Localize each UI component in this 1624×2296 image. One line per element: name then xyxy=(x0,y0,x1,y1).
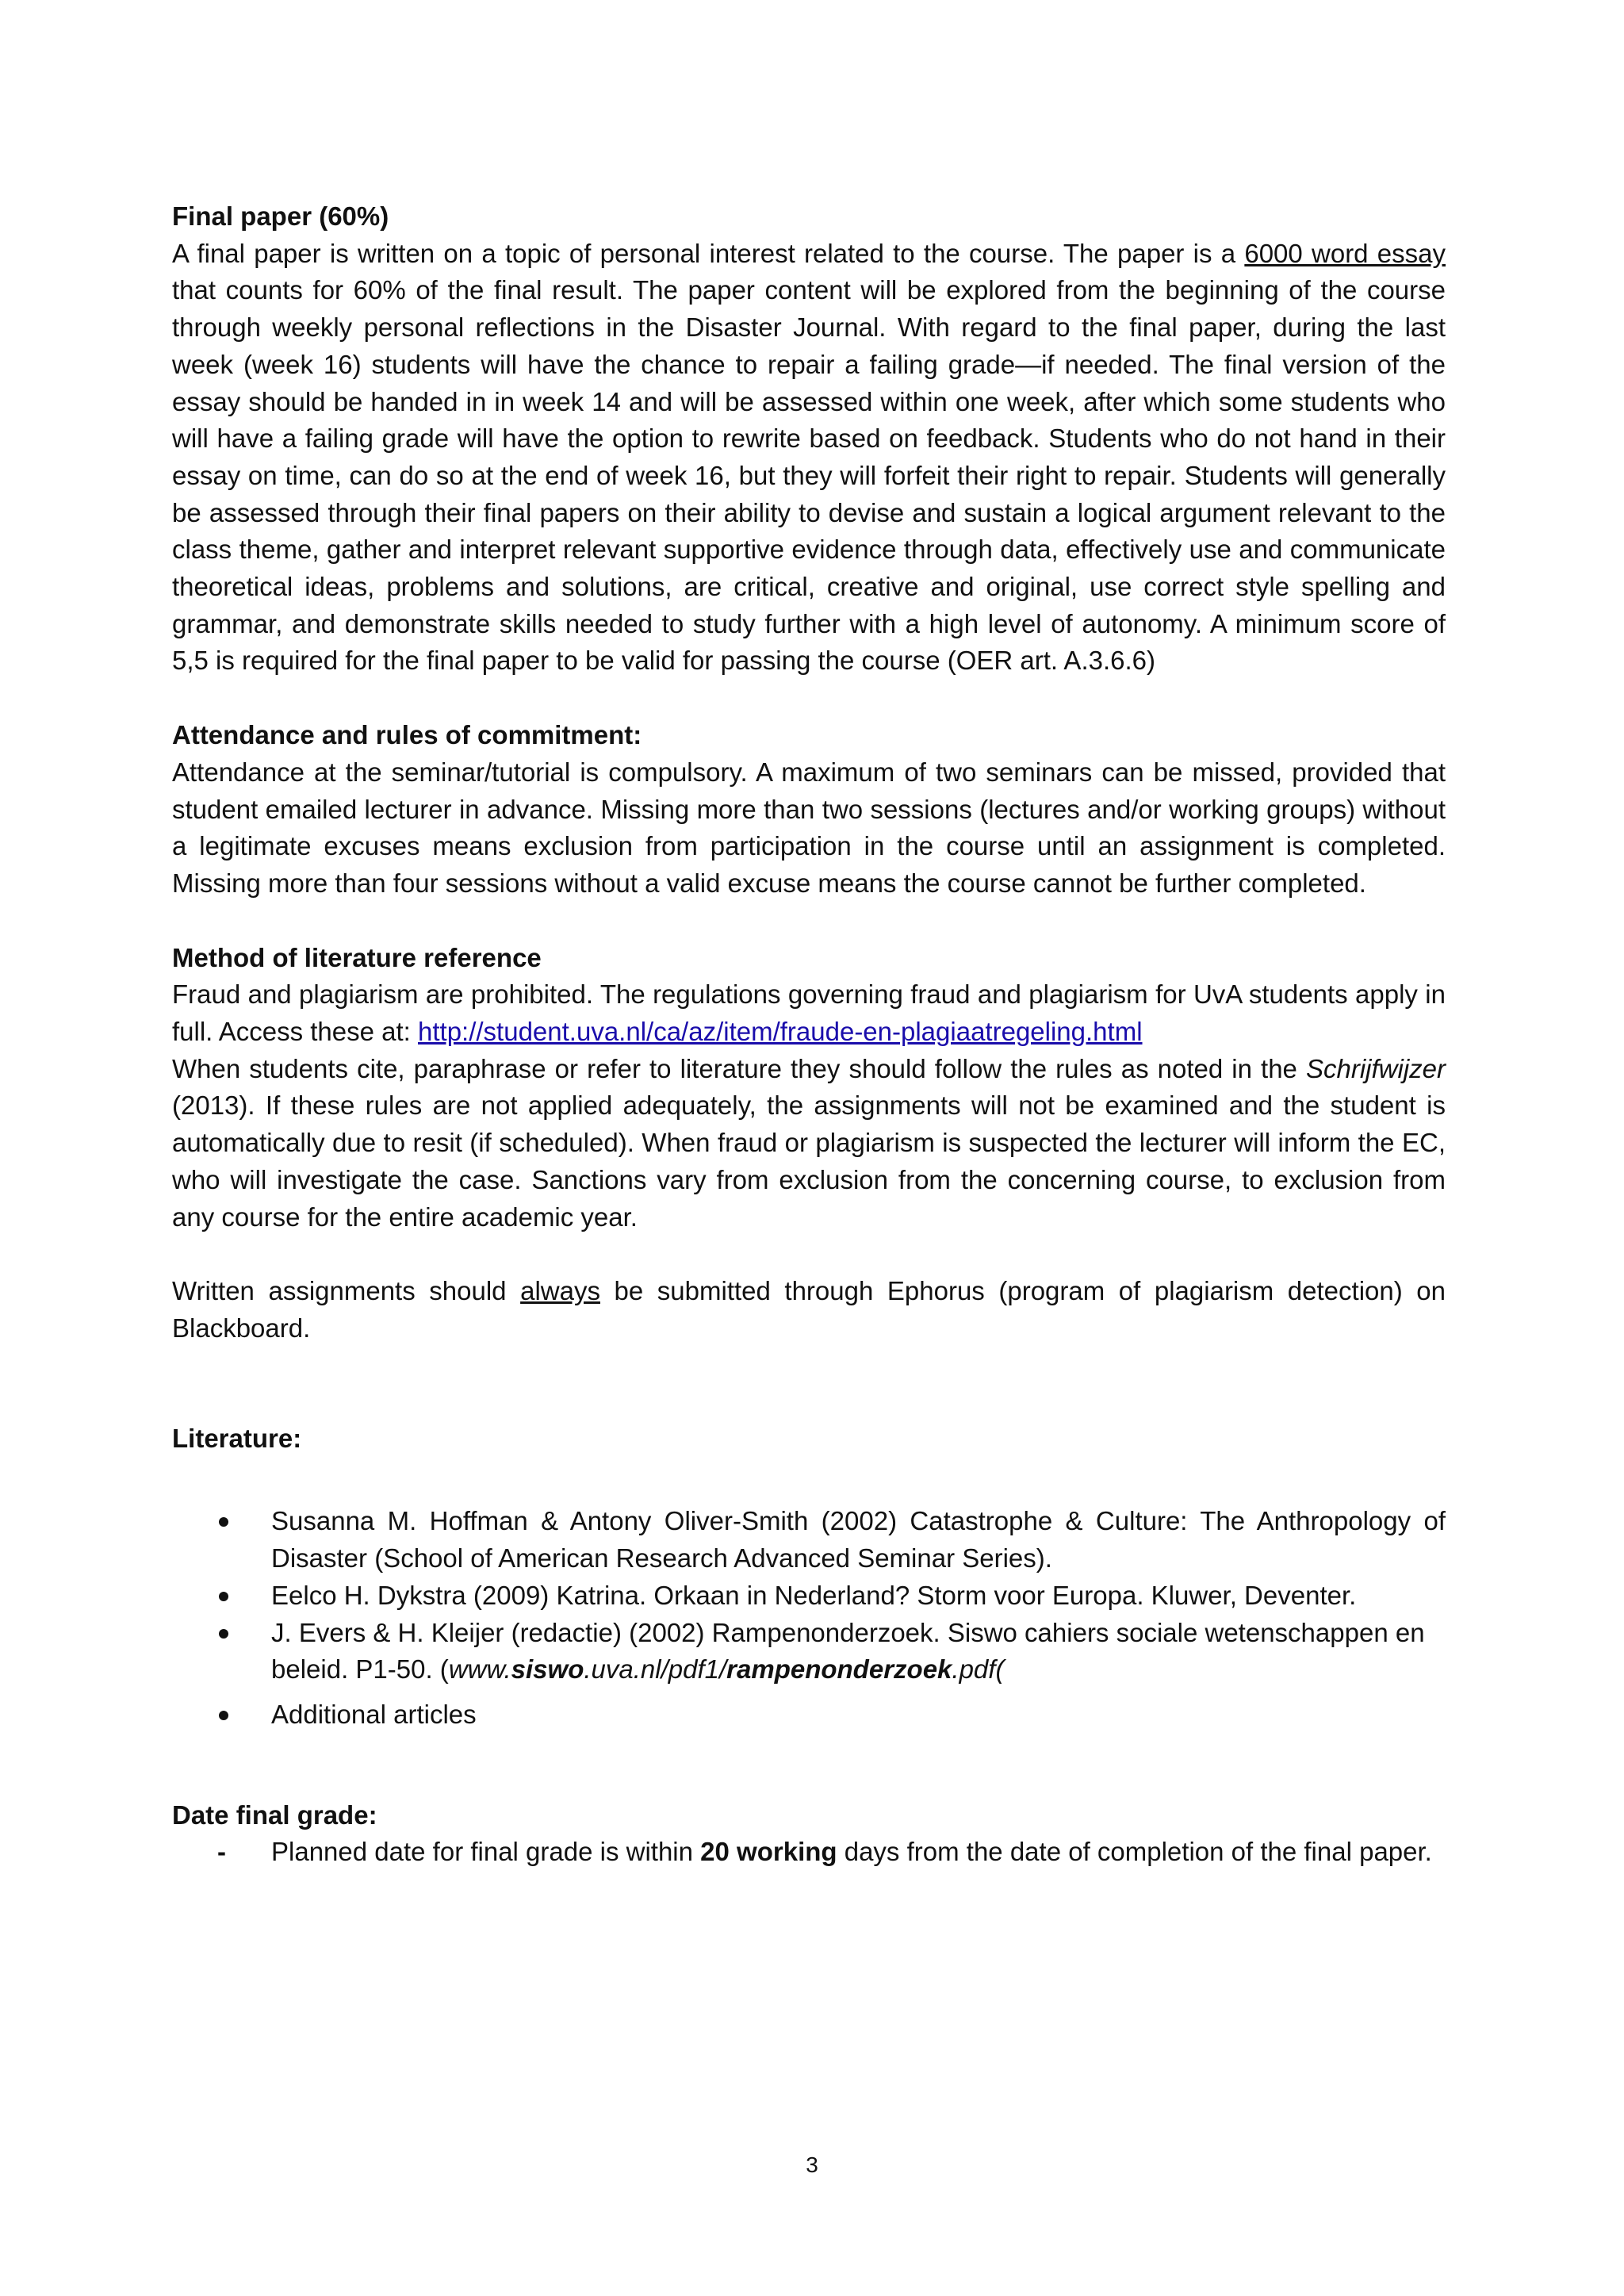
date-final-heading: Date final grade: xyxy=(172,1800,377,1830)
final-paper-text-1: A final paper is written on a topic of personal interest related to the course. The paper is a xyxy=(172,238,1245,268)
written-assignments-text xyxy=(172,1273,1446,1347)
section-attendance xyxy=(172,717,1446,903)
literature-list xyxy=(172,1503,1446,1733)
literature-item-4: Additional articles xyxy=(271,1699,477,1729)
schrijfwijzer-italic: Schrijfwijzer xyxy=(1305,1053,1446,1083)
siswo-url-part: .pdf( xyxy=(952,1654,1005,1685)
written-text-1: Written assignments should xyxy=(172,1276,521,1306)
final-paper-text-2: that counts for 60% of the final result. The paper content will be explored from the beginning of the course through weekly personal reflections in the Disaster Journal. With regard to the final paper, during the last week (week 16) students will have the chance to repair a failing grade—if needed. The final version of the essay should be handed in in week 14 and will be assessed within one week, after which some students who will have a failing grade will have the option to rewrite based on feedback. Students who do not hand in their essay on time, can do so at the end of week 16, but they will forfeit their right to repair. Students will generally be assessed through their final papers on their ability to devise and sustain a logical argument relevant to the class theme, gather and interpret relevant supportive evidence through data, effectively use and communicate theoretical ideas, problems and solutions, are critical, creative and original, use correct style spelling and grammar, and demonstrate skills needed to study further with a high level of autonomy. A minimum score of 5,5 is required for the final paper to be valid for passing the course (OER art. A.3.6.6) xyxy=(172,275,1446,676)
section-final-paper xyxy=(172,198,1446,680)
fraud-regulations-link[interactable]: http://student.uva.nl/ca/az/item/fraude-en-plagiaatregeling.html xyxy=(418,1017,1143,1047)
method-text-1-span: Fraud and plagiarism are prohibited. The regulations governing fraud and plagiarism for UvA students apply in full. Access these at: xyxy=(172,979,1446,1047)
attendance-text: Attendance at the seminar/tutorial is compulsory. A maximum of two seminars can be missed, provided that student emailed lecturer in advance. Missing more than two sessions (lectures and/or working groups) without a legitimate excuses means exclusion from participation in the course until an assignment is completed. Missing more than four sessions without a valid excuse means the course cannot be further completed. xyxy=(172,757,1446,898)
written-underline: always xyxy=(520,1276,600,1306)
final-paper-underline: 6000 word essay xyxy=(1244,238,1446,268)
list-item xyxy=(172,1696,1446,1734)
method-text-3-span: (2013). If these rules are not applied adequately, the assignments will not be examined and the student is automatically due to resit (if scheduled). When fraud or plagiarism is suspected the lecturer will inform the EC, who will investigate the case. Sanctions vary from exclusion from the concerning course, to exclusion from any course for the entire academic year. xyxy=(172,1091,1446,1232)
bullet-icon xyxy=(219,1629,228,1639)
method-text-1 xyxy=(172,976,1446,1050)
written-text-2: be submitted through Ephorus (program of plagiarism detection) on Blackboard. xyxy=(172,1276,1446,1343)
list-item xyxy=(172,1503,1446,1577)
section-date-final-grade xyxy=(172,1797,1446,1871)
bullet-icon xyxy=(219,1711,228,1720)
literature-item-2: Eelco H. Dykstra (2009) Katrina. Orkaan in Nederland? Storm voor Europa. Kluwer, Deventer. xyxy=(271,1580,1357,1610)
section-method xyxy=(172,940,1446,1236)
list-item xyxy=(172,1834,1446,1871)
bullet-icon xyxy=(219,1517,228,1527)
section-literature xyxy=(172,1420,1446,1734)
siswo-url-part: .uva.nl/pdf1/ xyxy=(584,1654,727,1685)
method-text-2 xyxy=(172,1051,1446,1236)
siswo-url-part: siswo xyxy=(511,1654,584,1685)
page-number: 3 xyxy=(806,2152,818,2177)
bullet-icon xyxy=(219,1592,228,1601)
siswo-url-part: www. xyxy=(448,1654,511,1685)
document-page xyxy=(172,198,1446,1871)
literature-item-3: J. Evers & H. Kleijer (redactie) (2002) Rampenonderzoek. Siswo cahiers sociale wetenschappen en beleid. P1-50. ( xyxy=(271,1617,1425,1685)
date-final-text-2: days from the date of completion of the final paper. xyxy=(837,1837,1432,1867)
list-item xyxy=(172,1615,1446,1688)
final-paper-text xyxy=(172,236,1446,680)
attendance-heading: Attendance and rules of commitment: xyxy=(172,720,642,750)
date-final-text-1: Planned date for final grade is within xyxy=(271,1837,701,1867)
date-final-list xyxy=(172,1834,1446,1871)
method-text-2-span: When students cite, paraphrase or refer to literature they should follow the rules as noted in the xyxy=(172,1053,1306,1083)
date-final-bold: 20 working xyxy=(700,1837,837,1867)
siswo-url-part: rampenonderzoek xyxy=(726,1654,952,1685)
final-paper-heading: Final paper (60%) xyxy=(172,201,389,231)
literature-heading: Literature: xyxy=(172,1423,302,1453)
list-item xyxy=(172,1577,1446,1615)
method-heading: Method of literature reference xyxy=(172,942,542,972)
dash-marker: - xyxy=(217,1837,226,1867)
literature-item-1: Susanna M. Hoffman & Antony Oliver-Smith (2002) Catastrophe & Culture: The Anthropology of Disaster (School of American Research Advanced Seminar Series). xyxy=(271,1506,1446,1573)
